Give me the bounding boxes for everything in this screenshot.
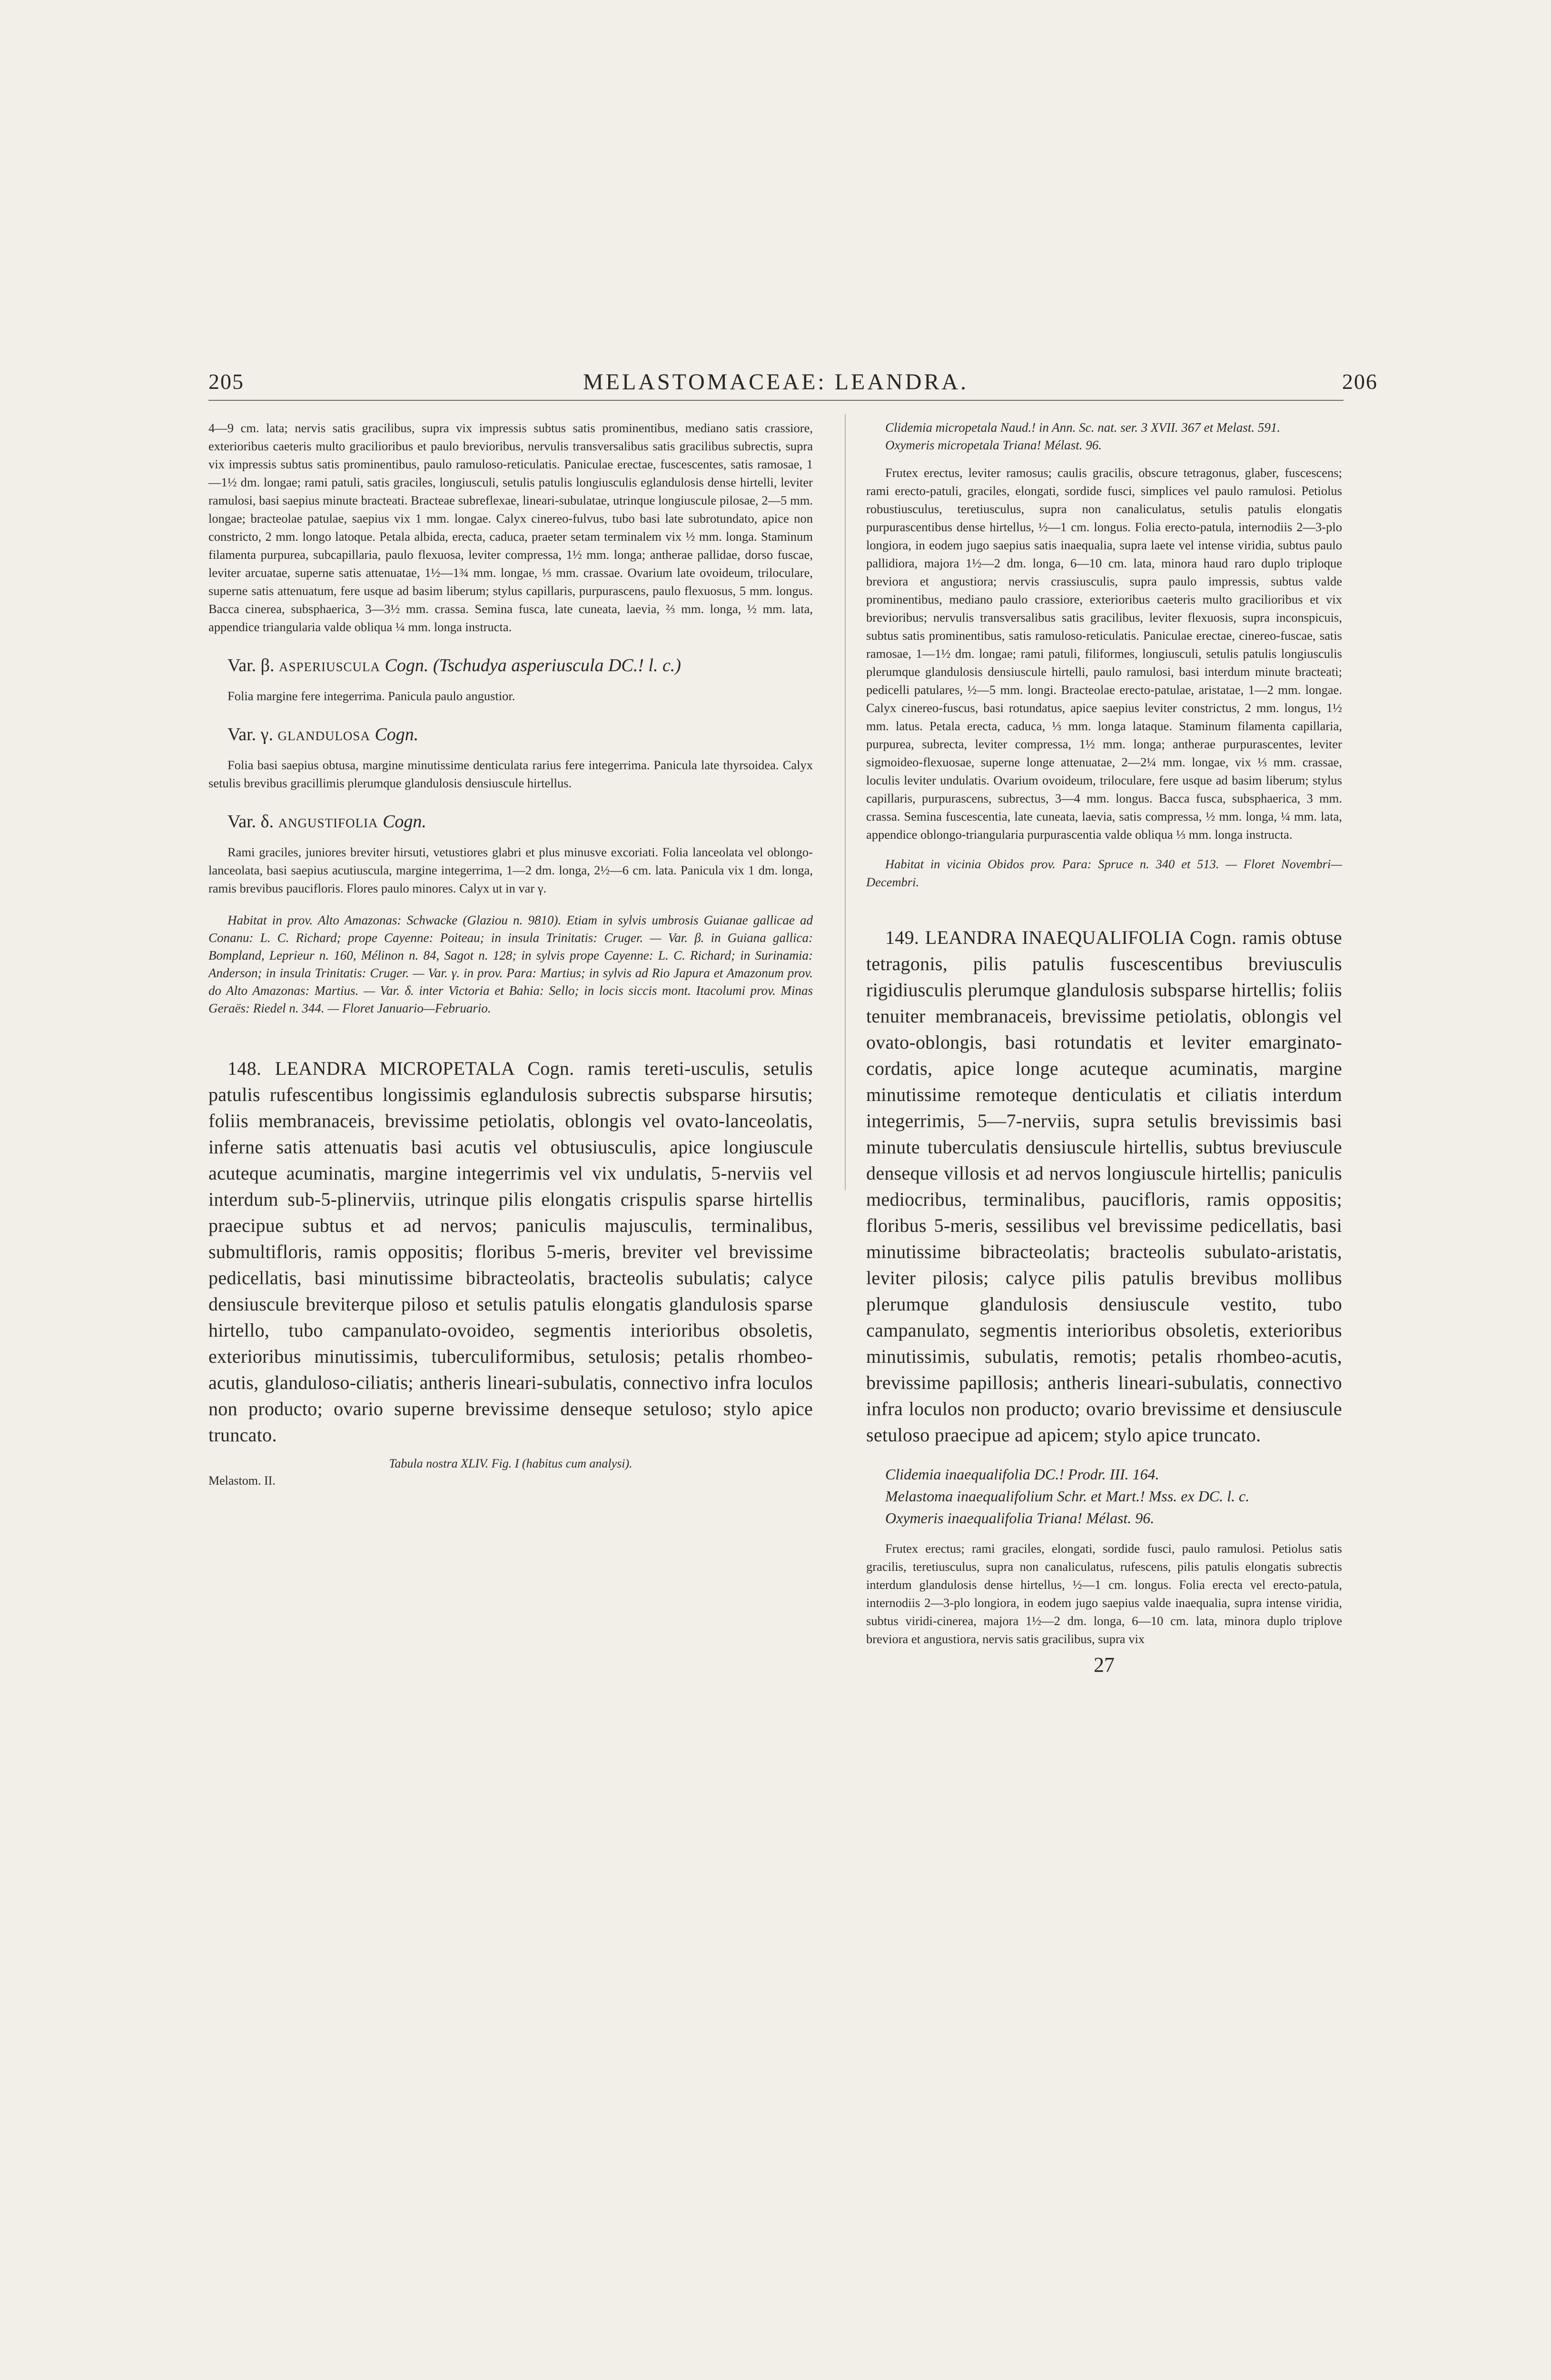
signature-number: 27	[1094, 1653, 1115, 1676]
variety-author: Cogn.	[375, 724, 419, 744]
variety-label: Var. δ.	[227, 812, 274, 832]
variety-synonym: (Tschudya asperiuscula DC.! l. c.)	[433, 655, 681, 675]
variety-delta-heading	[227, 810, 813, 834]
page-number-left: 205	[208, 369, 244, 394]
species-148-habitat: Habitat in vicinia Obidos prov. Para: Spruce n. 340 et 513. — Floret Novembri—Decembri.	[866, 857, 1342, 889]
variety-beta-heading	[227, 654, 813, 678]
page-number-right: 206	[1342, 369, 1378, 394]
habitat-text: Habitat in prov. Alto Amazonas: Schwacke (Glaziou n. 9810). Etiam in sylvis umbrosis Guianae gallicae ad Conanu: L. C. Richard; prope Cayenne: Poiteau; in insula Trinitatis: Cruger. — Var. β. in Guiana gallica: Bompland, Leprieur n. 160, Mélinon n. 84, Sagot n. 128; in sylvis prope Cayenne: L. C. Richard; in Surinamia: Anderson; in insula Trinitatis: Cruger. — Var. γ. in prov. Para: Martius; in sylvis ad Rio Japura et Amazonum prov. do Alto Amazonas: Martius. — Var. δ. inter Victoria et Bahia: Sello; in locis siccis mont. Itacolumi prov. Minas Geraës: Riedel n. 344. — Floret Januario—Februario.	[208, 913, 813, 1015]
variety-beta-description: Folia margine fere integerrima. Panicula paulo angustior.	[227, 689, 515, 703]
species-149-diagnosis: 149. LEANDRA INAEQUALIFOLIA Cogn. ramis obtuse tetragonis, pilis patulis fuscescentibus breviusculis rigidiusculis plerumque glandulosis subsparse hirtellis; foliis tenuiter membranaceis, brevissime petiolatis, oblongis vel ovato-oblongis, basi rotundatis et leviter emarginato-cordatis, apice longe acuteque acuminatis, margine minutissime remoteque denticulatis et ciliatis interdum integerrimis, 5—7-nerviis, supra setulis brevissimis basi minute tuberculatis densiuscule hirtellis, subtus breviuscule denseque villosis et ad nervos longiuscule hirtellis; paniculis mediocribus, terminalibus, paucifloris, ramis oppositis; floribus 5-meris, sessilibus vel brevissime pedicellatis, basi minutissime bibracteolatis; bracteolis subulato-aristatis, leviter pilosis; calyce pilis patulis brevibus mollibus plerumque glandulosis densiuscule vestito, tubo campanulato, segmentis interioribus obsoletis, exterioribus minutissimis, subulatis, remotis; petalis rhombeo-acutis, brevissime papillosis; antheris lineari-subulatis, connectivo infra loculos non producto; ovario brevissime et densiuscule setuloso praecipue ad apicem; stylo apice truncato.	[866, 927, 1342, 1446]
variety-name: GLANDULOSA	[277, 729, 370, 743]
variety-label: Var. γ.	[227, 724, 273, 744]
header-rule	[208, 400, 1344, 401]
species-148-description: Frutex erectus, leviter ramosus; caulis gracilis, obscure tetragonus, glaber, fuscescens; rami erecto-patuli, graciles, elongati, sordide fusci, simplices vel paulo ramulosi. Petiolus robustiusculus, teretiusculus, supra non canaliculatus, setulis patulis elongatis purpurascentibus dense hirtellus, ½—1 cm. longus. Folia erecto-patula, internodiis 2—3-plo longiora, in eodem jugo saepius satis inaequalia, supra laete vel intense viridia, subtus paulo pallidiora, majora 1½—2 dm. longa, 6—10 cm. lata, minora haud raro duplo triploque breviora et angustiora; nervis crassiusculis, supra paulo impressis, subtus valde prominentibus, mediano paulo crassiore, exterioribus caeteris multo gracilioribus et vix brevioribus; nervulis transversalibus satis gracilibus, leviter flexuosis, supra inconspicuis, subtus satis prominentibus, satis ramuloso-reticulatis. Paniculae erectae, cinereo-fuscae, satis ramosae, 1—1½ dm. longae; rami patuli, filiformes, longiusculi, setulis patulis longiusculis plerumque glandulosis densiuscule hirtelli, paulo ramulosi, basi interdum minute bracteati; pedicelli patulares, ½—5 mm. longi. Bracteolae erecto-patulae, aristatae, 1—2 mm. longae. Calyx cinereo-fuscus, basi rotundatus, apice saepius leviter constrictus, 2 mm. longus, 1½ mm. latus. Petala erecta, caduca, ⅓ mm. longa lataque. Staminum filamenta capillaria, purpurea, subrecta, leviter compressa, 1½ mm. longa; antherae purpurascentes, leviter sigmoideo-flexuosae, superne longe attenuatae, 2—2¼ mm. longae, vix ⅓ mm. crassae, loculis leviter undulatis. Ovarium ovoideum, triloculare, fere usque ad basim liberum; stylus capillaris, purpurascens, subrectus, 3—4 mm. longus. Bacca fusca, subsphaerica, 3 mm. crassa. Semina fuscescentia, late cuneata, laevia, satis compressa, ½ mm. longa, ¼ mm. lata, appendice oblongo-triangularia purpurascentia valde obliqua ⅓ mm. longa instructa.	[866, 466, 1342, 842]
plate-reference: Tabula nostra XLIV. Fig. I (habitus cum analysi).	[389, 1457, 632, 1470]
running-head: MELASTOMACEAE: LEANDRA.	[583, 369, 969, 395]
synonym-line: Clidemia micropetala Naud.! in Ann. Sc. nat. ser. 3 XVII. 367 et Melast. 591.	[885, 420, 1281, 435]
left-column	[208, 419, 813, 1488]
variety-name: ANGUSTIFOLIA	[278, 816, 378, 830]
synonym-line: Melastoma inaequalifolium Schr. et Mart.! Mss. ex DC. l. c.	[885, 1488, 1250, 1505]
variety-name: ASPERIUSCULA	[279, 660, 381, 674]
habitat-block	[208, 912, 813, 1017]
signature-mark: Melastom. II.	[208, 1474, 276, 1488]
variety-label: Var. β.	[227, 655, 275, 675]
continuation-text: 4—9 cm. lata; nervis satis gracilibus, supra vix impressis subtus satis prominentibus, mediano satis crassiore, exterioribus caeteris multo gracilioribus et paulo brevioribus, nervulis transversalibus satis gracilibus subrectis, supra vix impressis subtus satis prominentibus, paulo ramuloso-reticulatis. Paniculae erectae, fuscescentes, satis ramosae, 1—1½ dm. longae; rami patuli, satis graciles, longiusculi, setulis patulis longiusculis eglandulosis dense hirtelli, leviter ramulosi, basi saepius minute bracteati. Bracteae subreflexae, lineari-subulatae, utrinque longiuscule pilosae, 2—5 mm. longae; bracteolae patulae, saepius vix 1 mm. longae. Calyx cinereo-fulvus, tubo basi late subrotundato, apice non constricto, 2 mm. longo latoque. Petala albida, erecta, caduca, praeter setam terminalem vix ½ mm. longa. Staminum filamenta purpurea, subcapillaria, paulo flexuosa, leviter compressa, 1½ mm. longa; antherae pallidae, dorso fuscae, leviter arcuatae, superne satis attenuatae, 1½—1¾ mm. longae, ⅓ mm. crassae. Ovarium late ovoideum, triloculare, superne satis attenuatum, fere usque ad basim liberum; stylus capillaris, purpurascens, paulo flexuosus, 5 mm. longus. Bacca cinerea, subsphaerica, 3—3½ mm. crassa. Semina fusca, late cuneata, laevia, ⅔ mm. longa, ½ mm. lata, appendice triangularia valde obliqua ¼ mm. longa instructa.	[208, 421, 813, 634]
synonym-line: Oxymeris inaequalifolia Triana! Mélast. 96.	[885, 1509, 1155, 1527]
variety-delta-description: Rami graciles, juniores breviter hirsuti, vetustiores glabri et plus minusve excoriati. Folia lanceolata vel oblongo-lanceolata, basi saepius acutiuscula, margine integerrima, 1—2 dm. longa, 2½—6 cm. lata. Panicula vix 1 dm. longa, ramis brevibus paucifloris. Flores paulo minores. Calyx ut in var γ.	[208, 845, 813, 895]
variety-author: Cogn.	[383, 812, 426, 832]
species-149-synonyms	[866, 1463, 1342, 1529]
species-148-diagnosis: 148. LEANDRA MICROPETALA Cogn. ramis tereti-usculis, setulis patulis rufescentibus longissimis eglandulosis subrectis subsparse hirsutis; foliis membranaceis, brevissime petiolatis, oblongis vel ovato-lanceolatis, inferne satis attenuatis basi acutis vel obtusiusculis, apice longiuscule acuteque acuminatis, margine integerrimis vel vix undulatis, 5-nerviis vel interdum sub-5-plinerviis, utrinque pilis elongatis crispulis sparse hirtellis praecipue subtus et ad nervos; paniculis majusculis, terminalibus, submultifloris, ramis oppositis; floribus 5-meris, breviter vel brevissime pedicellatis, basi minutissime bibracteolatis, bracteolis subulatis; calyce densiuscule breviterque piloso et setulis patulis elongatis glandulosis sparse hirtello, tubo campanulato-ovoideo, segmentis interioribus obsoletis, exterioribus minutissimis, tuberculiformibus, setulosis; petalis rhombeo-acutis, glanduloso-ciliatis; antheris lineari-subulatis, connectivo infra loculos non producto; ovario superne brevissime denseque setuloso; stylo apice truncato.	[208, 1058, 813, 1446]
synonym-line: Oxymeris micropetala Triana! Mélast. 96.	[885, 438, 1102, 452]
variety-gamma-heading	[227, 723, 813, 747]
column-divider	[845, 414, 846, 1190]
right-column	[866, 419, 1342, 1677]
species-149-description: Frutex erectus; rami graciles, elongati, sordide fusci, paulo ramulosi. Petiolus satis gracilis, teretiusculus, supra non canaliculatus, rufescens, pilis patulis elongatis subrectis interdum glandulosis dense hirtellus, ½—1 cm. longus. Folia erecta vel erecto-patula, internodiis 2—3-plo longiora, in eodem jugo saepius valde inaequalia, supra intense viridia, subtus viridi-cinerea, majora 1½—2 dm. longa, 6—10 cm. lata, minora duplo triplove breviora et angustiora, nervis satis gracilibus, supra vix	[866, 1541, 1342, 1646]
synonym-line: Clidemia inaequalifolia DC.! Prodr. III. 164.	[885, 1466, 1159, 1483]
variety-author: Cogn.	[385, 655, 429, 675]
variety-gamma-description: Folia basi saepius obtusa, margine minutissime denticulata rarius fere integerrima. Panicula late thyrsoidea. Calyx setulis brevibus gracillimis plerumque glandulosis densiuscule hirtellus.	[208, 758, 813, 790]
